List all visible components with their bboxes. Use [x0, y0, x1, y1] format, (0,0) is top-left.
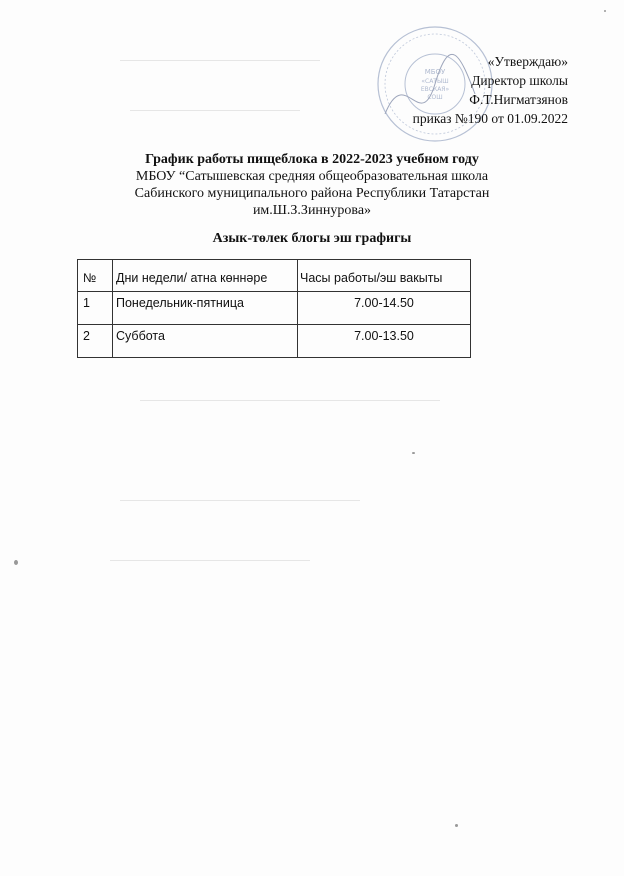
- scan-speck: [604, 10, 606, 12]
- table-row: [78, 325, 471, 358]
- scan-artifact: [110, 560, 310, 561]
- header-number: №: [78, 260, 113, 292]
- stamp-line: ЕВСКАЯ»: [420, 86, 450, 93]
- table-header-row: [78, 260, 471, 292]
- approval-position: Директор школы: [471, 73, 568, 88]
- title-heading: График работы пищеблока в 2022-2023 учебном году: [145, 152, 479, 167]
- scan-speck: [14, 560, 18, 565]
- cell-number: 2: [78, 325, 113, 358]
- schedule-table: [77, 259, 471, 358]
- cell-hours: 7.00-14.50: [298, 292, 471, 325]
- cell-hours: 7.00-13.50: [298, 325, 471, 358]
- stamp-line: СОШ: [427, 94, 443, 101]
- cell-number: 1: [78, 292, 113, 325]
- stamp-line: «САТЫШ: [421, 78, 449, 85]
- scan-speck: [455, 824, 458, 827]
- stamp-center-text: МБОУ: [424, 68, 446, 76]
- cell-days: Суббота: [113, 325, 298, 358]
- scan-artifact: [130, 110, 300, 111]
- title-school-line2: Сабинского муниципального района Республики Татарстан: [134, 186, 490, 201]
- approval-director-name: Ф.Т.Нигматзянов: [469, 92, 568, 107]
- approval-block: [413, 52, 568, 128]
- approval-order: приказ №190 от 01.09.2022: [412, 111, 568, 126]
- scan-speck: [412, 452, 415, 454]
- title-school-line1: МБОУ “Сатышевская средняя общеобразовательная школа: [135, 169, 489, 184]
- title-school-line3: им.Ш.З.Зиннурова»: [252, 203, 372, 218]
- scan-artifact: [140, 400, 440, 401]
- approval-approved: «Утверждаю»: [487, 54, 568, 69]
- cell-days: Понедельник-пятница: [113, 292, 298, 325]
- table-row: [78, 292, 471, 325]
- scan-artifact: [120, 500, 360, 501]
- document-title: [0, 151, 624, 219]
- scan-artifact: [120, 60, 320, 61]
- header-days: Дни недели/ атна көннәре: [113, 260, 298, 292]
- header-hours: Часы работы/эш вакыты: [298, 260, 471, 292]
- section-subtitle: Азык-төлек блогы эш графигы: [212, 231, 412, 246]
